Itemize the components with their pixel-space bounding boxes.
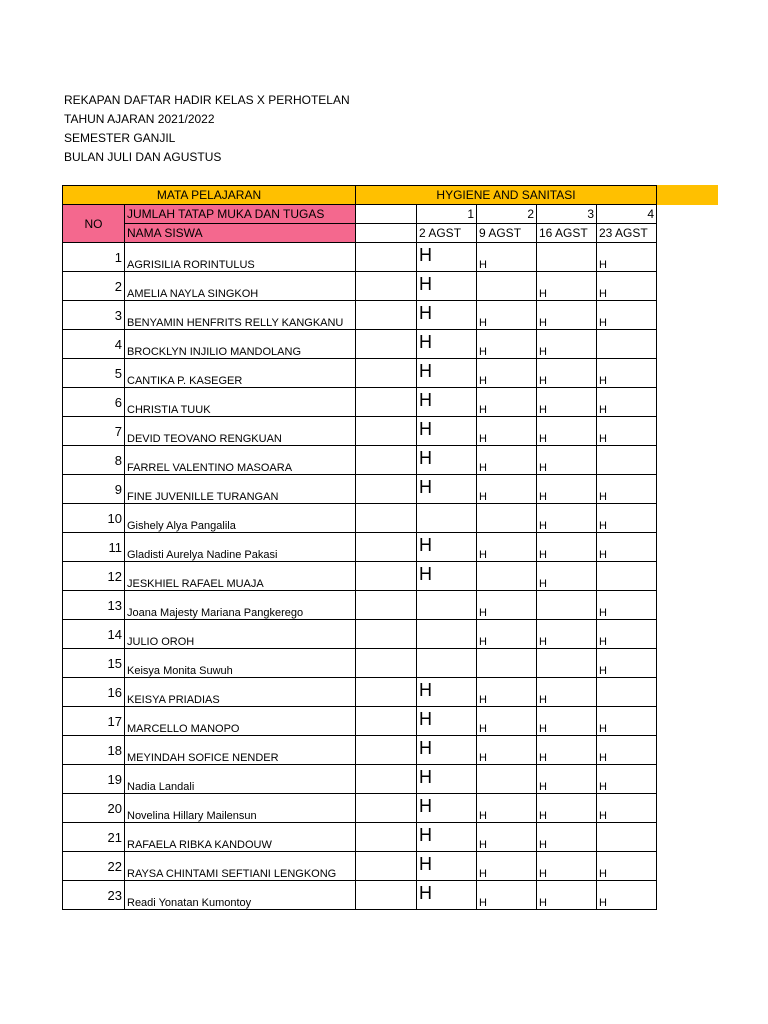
student-name: MEYINDAH SOFICE NENDER (125, 736, 356, 765)
attendance-cell: H (477, 794, 537, 823)
attendance-cell: H (537, 765, 597, 794)
attendance-cell: H (417, 707, 477, 736)
table-row (63, 330, 657, 359)
attendance-cell: H (537, 504, 597, 533)
attendance-cell: H (537, 388, 597, 417)
spacer-cell (356, 205, 417, 224)
table-row (63, 881, 657, 910)
attendance-cell: H (477, 475, 537, 504)
spacer-cell (356, 504, 417, 533)
subject-name: HYGIENE AND SANITASI (356, 186, 657, 205)
attendance-cell: H (597, 533, 657, 562)
attendance-cell: H (597, 272, 657, 301)
attendance-cell (537, 591, 597, 620)
jumlah-header: JUMLAH TATAP MUKA DAN TUGAS (125, 205, 356, 224)
spacer-cell (356, 591, 417, 620)
spacer-cell (356, 823, 417, 852)
table-row (63, 504, 657, 533)
attendance-cell: H (477, 301, 537, 330)
spacer-cell (356, 224, 417, 243)
attendance-cell (537, 243, 597, 272)
attendance-cell (417, 620, 477, 649)
student-number: 12 (63, 562, 125, 591)
table-row (63, 272, 657, 301)
attendance-cell: H (477, 388, 537, 417)
attendance-cell: H (417, 852, 477, 881)
student-number: 13 (63, 591, 125, 620)
attendance-cell: H (597, 707, 657, 736)
spacer-cell (356, 301, 417, 330)
attendance-cell: H (477, 359, 537, 388)
student-number: 7 (63, 417, 125, 446)
attendance-cell: H (537, 678, 597, 707)
attendance-cell: H (477, 446, 537, 475)
meeting-number: 2 (477, 205, 537, 224)
attendance-cell: H (417, 881, 477, 910)
attendance-cell: H (417, 678, 477, 707)
attendance-cell: H (597, 881, 657, 910)
table-row (63, 620, 657, 649)
table-row (63, 417, 657, 446)
attendance-cell: H (597, 301, 657, 330)
student-number: 6 (63, 388, 125, 417)
table-row (63, 475, 657, 504)
attendance-cell: H (537, 852, 597, 881)
student-name: Gladisti Aurelya Nadine Pakasi (125, 533, 356, 562)
student-name: CANTIKA P. KASEGER (125, 359, 356, 388)
attendance-cell: H (417, 388, 477, 417)
student-number: 15 (63, 649, 125, 678)
student-number: 11 (63, 533, 125, 562)
attendance-cell: H (477, 881, 537, 910)
student-number: 1 (63, 243, 125, 272)
spacer-cell (356, 794, 417, 823)
spacer-cell (356, 417, 417, 446)
attendance-cell (597, 446, 657, 475)
table-row (63, 765, 657, 794)
academic-year: TAHUN AJARAN 2021/2022 (64, 112, 215, 126)
student-name: Readi Yonatan Kumontoy (125, 881, 356, 910)
spacer-cell (356, 272, 417, 301)
attendance-cell: H (417, 475, 477, 504)
nama-siswa-header: NAMA SISWA (125, 224, 356, 243)
attendance-cell: H (597, 359, 657, 388)
attendance-cell: H (537, 359, 597, 388)
student-number: 20 (63, 794, 125, 823)
student-number: 10 (63, 504, 125, 533)
attendance-cell: H (417, 794, 477, 823)
attendance-cell: H (477, 417, 537, 446)
meeting-number: 1 (417, 205, 477, 224)
attendance-cell: H (537, 533, 597, 562)
spacer-cell (356, 446, 417, 475)
attendance-cell: H (537, 417, 597, 446)
spacer-cell (356, 359, 417, 388)
attendance-cell: H (417, 823, 477, 852)
attendance-cell: H (417, 359, 477, 388)
date-header: 16 AGST (537, 224, 597, 243)
spacer-cell (356, 533, 417, 562)
attendance-cell: H (537, 562, 597, 591)
attendance-cell: H (477, 678, 537, 707)
attendance-cell (477, 649, 537, 678)
attendance-cell: H (597, 417, 657, 446)
attendance-table (62, 185, 657, 910)
attendance-cell: H (417, 417, 477, 446)
student-name: AGRISILIA RORINTULUS (125, 243, 356, 272)
student-name: Joana Majesty Mariana Pangkerego (125, 591, 356, 620)
student-number: 17 (63, 707, 125, 736)
spacer-cell (356, 736, 417, 765)
attendance-cell (597, 562, 657, 591)
table-row (63, 707, 657, 736)
attendance-cell: H (537, 620, 597, 649)
attendance-cell: H (537, 446, 597, 475)
table-row (63, 678, 657, 707)
student-name: Gishely Alya Pangalila (125, 504, 356, 533)
attendance-cell: H (537, 823, 597, 852)
attendance-cell (417, 591, 477, 620)
spacer-cell (356, 765, 417, 794)
attendance-cell (597, 330, 657, 359)
attendance-cell (537, 649, 597, 678)
attendance-cell: H (477, 736, 537, 765)
student-name: RAFAELA RIBKA KANDOUW (125, 823, 356, 852)
attendance-cell: H (417, 736, 477, 765)
spacer-cell (356, 649, 417, 678)
attendance-cell: H (537, 330, 597, 359)
table-row (63, 562, 657, 591)
spacer-cell (356, 620, 417, 649)
spacer-cell (356, 388, 417, 417)
student-number: 5 (63, 359, 125, 388)
attendance-cell (477, 272, 537, 301)
attendance-cell: H (537, 475, 597, 504)
attendance-cell: H (537, 881, 597, 910)
attendance-cell: H (417, 243, 477, 272)
table-row (63, 533, 657, 562)
attendance-cell: H (537, 272, 597, 301)
table-row (63, 359, 657, 388)
attendance-cell: H (417, 533, 477, 562)
mata-pelajaran-label: MATA PELAJARAN (63, 186, 356, 205)
attendance-cell: H (417, 272, 477, 301)
no-header: NO (63, 205, 125, 243)
student-name: CHRISTIA TUUK (125, 388, 356, 417)
spacer-cell (356, 707, 417, 736)
attendance-cell: H (537, 707, 597, 736)
meeting-number: 4 (597, 205, 657, 224)
student-name: FINE JUVENILLE TURANGAN (125, 475, 356, 504)
table-row (63, 736, 657, 765)
attendance-cell: H (477, 243, 537, 272)
attendance-cell: H (597, 852, 657, 881)
table-row (63, 446, 657, 475)
date-header: 23 AGST (597, 224, 657, 243)
attendance-cell: H (597, 504, 657, 533)
attendance-cell: H (537, 301, 597, 330)
table-row (63, 388, 657, 417)
student-name: JESKHIEL RAFAEL MUAJA (125, 562, 356, 591)
attendance-cell (477, 562, 537, 591)
attendance-cell: H (597, 794, 657, 823)
spacer-cell (356, 243, 417, 272)
spacer-cell (356, 330, 417, 359)
date-header: 9 AGST (477, 224, 537, 243)
spacer-cell (356, 678, 417, 707)
table-row (63, 852, 657, 881)
attendance-cell: H (537, 794, 597, 823)
attendance-cell (417, 649, 477, 678)
student-number: 23 (63, 881, 125, 910)
student-name: RAYSA CHINTAMI SEFTIANI LENGKONG (125, 852, 356, 881)
attendance-cell: H (477, 533, 537, 562)
student-name: JULIO OROH (125, 620, 356, 649)
student-number: 16 (63, 678, 125, 707)
attendance-cell: H (597, 649, 657, 678)
student-name: DEVID TEOVANO RENGKUAN (125, 417, 356, 446)
attendance-cell: H (537, 736, 597, 765)
attendance-cell: H (417, 562, 477, 591)
attendance-cell: H (597, 620, 657, 649)
attendance-cell: H (597, 765, 657, 794)
student-name: AMELIA NAYLA SINGKOH (125, 272, 356, 301)
student-name: BENYAMIN HENFRITS RELLY KANGKANU (125, 301, 356, 330)
student-number: 22 (63, 852, 125, 881)
student-name: MARCELLO MANOPO (125, 707, 356, 736)
attendance-cell: H (417, 301, 477, 330)
attendance-cell: H (477, 591, 537, 620)
attendance-cell: H (597, 475, 657, 504)
report-title: REKAPAN DAFTAR HADIR KELAS X PERHOTELAN (64, 93, 350, 107)
table-row (63, 649, 657, 678)
spacer-cell (356, 852, 417, 881)
attendance-cell: H (477, 852, 537, 881)
table-row (63, 823, 657, 852)
attendance-cell: H (597, 388, 657, 417)
meeting-number: 3 (537, 205, 597, 224)
student-name: Nadia Landali (125, 765, 356, 794)
attendance-cell: H (597, 243, 657, 272)
table-row (63, 301, 657, 330)
attendance-cell (477, 765, 537, 794)
attendance-cell: H (477, 620, 537, 649)
spacer-cell (356, 475, 417, 504)
attendance-cell: H (417, 330, 477, 359)
student-number: 9 (63, 475, 125, 504)
student-number: 19 (63, 765, 125, 794)
student-number: 4 (63, 330, 125, 359)
student-number: 8 (63, 446, 125, 475)
student-name: FARREL VALENTINO MASOARA (125, 446, 356, 475)
attendance-cell: H (417, 446, 477, 475)
student-number: 18 (63, 736, 125, 765)
student-name: KEISYA PRIADIAS (125, 678, 356, 707)
attendance-cell (417, 504, 477, 533)
attendance-cell (597, 678, 657, 707)
student-number: 2 (63, 272, 125, 301)
attendance-cell: H (477, 823, 537, 852)
student-number: 21 (63, 823, 125, 852)
attendance-cell (597, 823, 657, 852)
date-header: 2 AGST (417, 224, 477, 243)
spacer-cell (356, 562, 417, 591)
table-row (63, 591, 657, 620)
attendance-cell: H (597, 736, 657, 765)
student-name: BROCKLYN INJILIO MANDOLANG (125, 330, 356, 359)
month-range: BULAN JULI DAN AGUSTUS (64, 150, 222, 164)
student-name: Keisya Monita Suwuh (125, 649, 356, 678)
student-number: 14 (63, 620, 125, 649)
attendance-cell: H (417, 765, 477, 794)
attendance-cell: H (477, 330, 537, 359)
table-row (63, 794, 657, 823)
spacer-cell (356, 881, 417, 910)
student-number: 3 (63, 301, 125, 330)
student-name: Novelina Hillary Mailensun (125, 794, 356, 823)
attendance-cell: H (597, 591, 657, 620)
attendance-cell: H (477, 707, 537, 736)
attendance-cell (477, 504, 537, 533)
semester: SEMESTER GANJIL (64, 131, 176, 145)
table-row (63, 243, 657, 272)
